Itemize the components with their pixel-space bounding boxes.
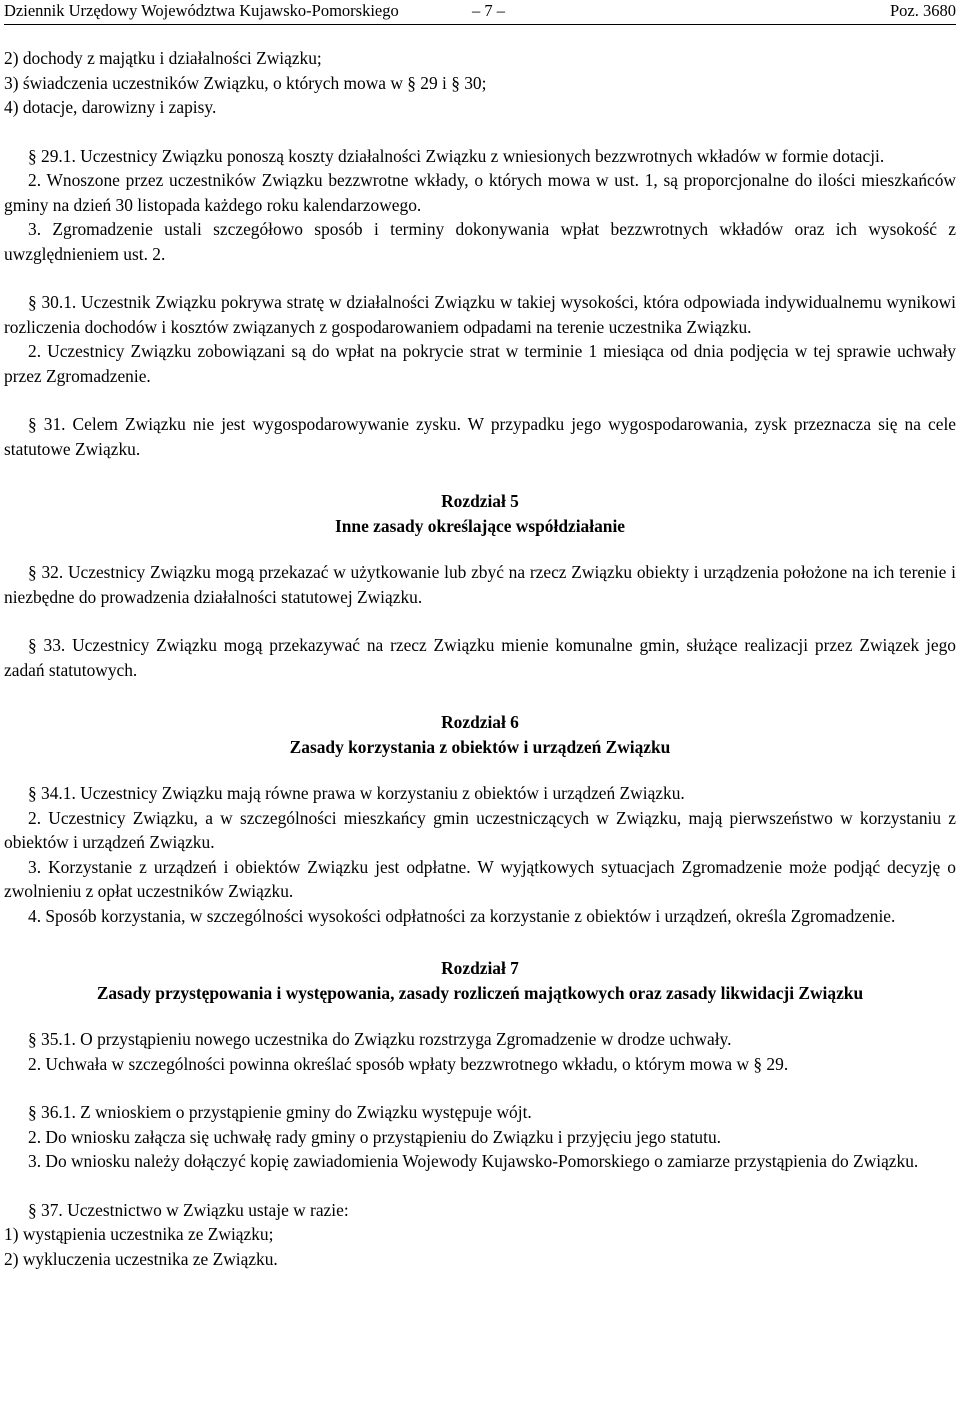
page-number: – 7 – — [472, 1, 505, 20]
list-item: 2) wykluczenia uczestnika ze Związku. — [4, 1248, 278, 1269]
list-item: 2) dochody z majątku i działalności Związku; — [4, 48, 322, 68]
document-page — [4, 0, 956, 1271]
paragraph: § 37. Uczestnictwo w Związku ustaje w razie: — [28, 1199, 349, 1220]
chapter-5-heading — [4, 489, 956, 538]
paragraph: 2. Uchwała w szczególności powinna określać sposób wpłaty bezzwrotnego wkładu, o którym mowa w § 29. — [28, 1053, 789, 1074]
section-34 — [4, 781, 956, 928]
section-37 — [4, 1198, 956, 1272]
section-32 — [4, 560, 956, 609]
position-number: Poz. 3680 — [890, 1, 956, 20]
header-divider — [4, 24, 956, 25]
section-31 — [4, 412, 956, 461]
paragraph: § 29.1. Uczestnicy Związku ponoszą koszty działalności Związku z wniesionych bezzwrotnych wkładów w formie dotacji. — [28, 145, 885, 166]
chapter-title: Zasady przystępowania i występowania, zasady rozliczeń majątkowych oraz zasady likwidacji Związku — [96, 982, 864, 1003]
section-36 — [4, 1100, 956, 1174]
paragraph: 3. Do wniosku należy dołączyć kopię zawiadomienia Wojewody Kujawsko-Pomorskiego o zamiarze przystąpienia do Związku. — [28, 1151, 919, 1171]
list-item: 3) świadczenia uczestników Związku, o których mowa w § 29 i § 30; — [4, 72, 487, 93]
intro-list — [4, 46, 956, 120]
paragraph: 3. Zgromadzenie ustali szczegółowo sposób i terminy dokonywania wpłat bezzwrotnych wkładów oraz ich wysokość z uwzględnieniem ust. 2. — [4, 219, 956, 264]
paragraph: § 36.1. Z wnioskiem o przystąpienie gminy do Związku występuje wójt. — [28, 1102, 532, 1122]
journal-title: Dziennik Urzędowy Województwa Kujawsko-Pomorskiego — [4, 1, 399, 20]
paragraph: 2. Do wniosku załącza się uchwałę rady gminy o przystąpieniu do Związku i przyjęciu jego statutu. — [28, 1126, 722, 1147]
chapter-number: Rozdział 6 — [441, 712, 519, 732]
chapter-7-heading — [4, 956, 956, 1005]
section-29 — [4, 144, 956, 267]
paragraph: 2. Uczestnicy Związku zobowiązani są do wpłat na pokrycie strat w terminie 1 miesiąca od dnia podjęcia w tej sprawie uchwały przez Zgromadzenie. — [4, 341, 956, 386]
paragraph: § 34.1. Uczestnicy Związku mają równe prawa w korzystaniu z obiektów i urządzeń Związku. — [28, 783, 685, 803]
paragraph: 3. Korzystanie z urządzeń i obiektów Związku jest odpłatne. W wyjątkowych sytuacjach Zgromadzenie może podjąć decyzję o zwolnieniu z opłat uczestników Związku. — [4, 856, 956, 901]
list-item: 1) wystąpienia uczestnika ze Związku; — [4, 1224, 274, 1244]
list-item: 4) dotacje, darowizny i zapisy. — [4, 97, 217, 117]
paragraph: 4. Sposób korzystania, w szczególności wysokości odpłatności za korzystanie z obiektów i urządzeń, określa Zgromadzenie. — [28, 905, 896, 926]
paragraph: § 35.1. O przystąpieniu nowego uczestnika do Związku rozstrzyga Zgromadzenie w drodze uchwały. — [28, 1029, 732, 1049]
paragraph: § 31. Celem Związku nie jest wygospodarowywanie zysku. W przypadku jego wygospodarowania, zysk przeznacza się na cele statutowe Związku. — [4, 414, 956, 459]
paragraph: 2. Wnoszone przez uczestników Związku bezzwrotne wkłady, o których mowa w ust. 1, są proporcjonalne do ilości mieszkańców gminy na dzień 30 listopada każdego roku kalendarzowego. — [4, 170, 956, 215]
paragraph: § 30.1. Uczestnik Związku pokrywa stratę w działalności Związku w takiej wysokości, która odpowiada indywidualnemu wynikowi rozliczenia dochodów i kosztów związanych z gospodarowaniem odpadami na terenie uczestnika Związku. — [4, 292, 956, 337]
chapter-title: Inne zasady określające współdziałanie — [334, 515, 626, 536]
section-30 — [4, 290, 956, 388]
section-35 — [4, 1027, 956, 1076]
section-33 — [4, 633, 956, 682]
chapter-title: Zasady korzystania z obiektów i urządzeń Związku — [289, 736, 671, 757]
paragraph: 2. Uczestnicy Związku, a w szczególności mieszkańcy gmin uczestniczących w Związku, mają pierwszeństwo w korzystaniu z obiektów i urządzeń Związku. — [4, 807, 956, 852]
paragraph: § 33. Uczestnicy Związku mogą przekazywać na rzecz Związku mienie komunalne gmin, służące realizacji przez Związek jego zadań statutowych. — [4, 635, 956, 680]
paragraph: § 32. Uczestnicy Związku mogą przekazać w użytkowanie lub zbyć na rzecz Związku obiekty i urządzenia położone na ich terenie i niezbędne do prowadzenia działalności statutowej Związku. — [4, 562, 956, 607]
chapter-number: Rozdział 7 — [441, 958, 519, 978]
page-header — [4, 0, 956, 24]
chapter-number: Rozdział 5 — [441, 491, 519, 511]
chapter-6-heading — [4, 710, 956, 759]
